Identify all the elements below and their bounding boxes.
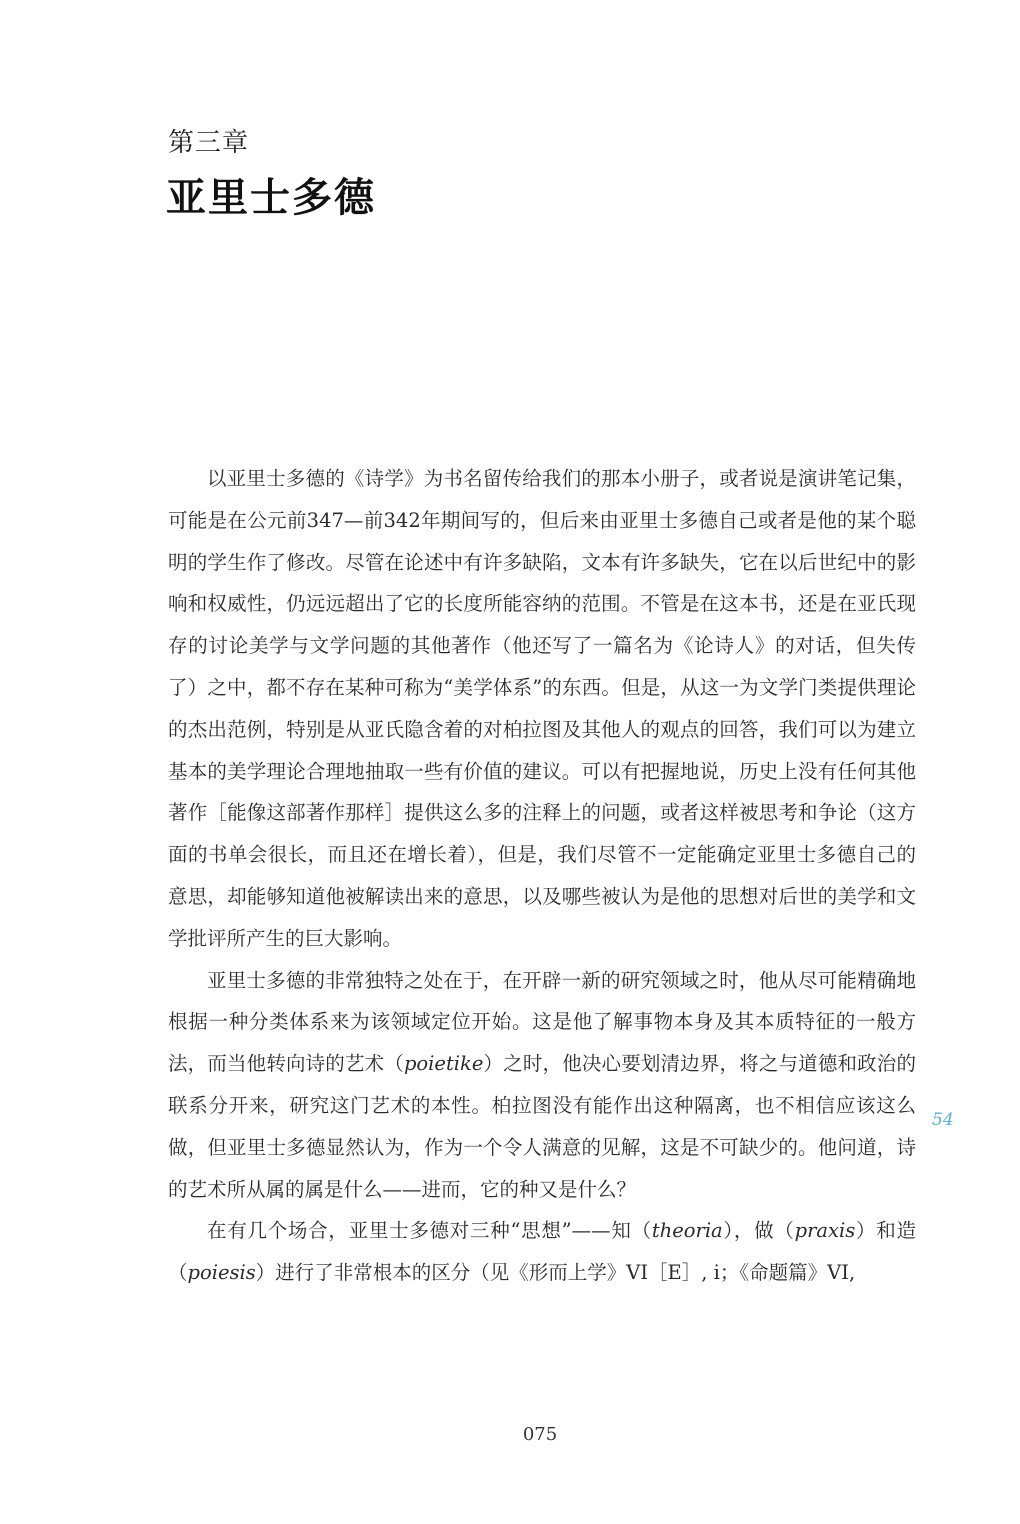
chapter-number: 第三章 [168, 128, 250, 158]
paragraph [168, 960, 916, 1211]
text-run: ）之时，他决心要划清边界，将之与道德和政治的联系分开来，研究这门艺术的本性。柏拉图没有能作出这种隔离，也不相信应该这么做，但亚里士多德显然认为，作为一个令人满意的见解，这是不可缺少的。他问道，诗的艺术所从属的属是什么——进而，它的种又是什么？ [168, 1052, 916, 1201]
text-run: 在有几个场合，亚里士多德对三种“思想”——知（ [207, 1219, 652, 1243]
paragraph [168, 1210, 916, 1294]
body-text [168, 458, 916, 1294]
text-run: 亚里士多德的非常独特之处在于，在开辟一新的研究领域之时，他从尽可能精确地根据一种分类体系来为该领域定位开始。这是他了解事物本身及其本质特征的一般方法，而当他转向诗的艺术（ [168, 968, 916, 1076]
italic-term: poietike [403, 1052, 484, 1076]
italic-term: theoria [651, 1219, 723, 1243]
text-run: ）进行了非常根本的区分（见《形而上学》VI［E］, i；《命题篇》VI, [255, 1261, 856, 1285]
paragraph [168, 458, 916, 960]
italic-term: praxis [794, 1219, 856, 1243]
chapter-title: 亚里士多德 [166, 174, 376, 221]
page-number: 075 [522, 1424, 558, 1445]
text-run: ），做（ [722, 1219, 795, 1243]
text-run: 以亚里士多德的《诗学》为书名留传给我们的那本小册子，或者说是演讲笔记集，可能是在公元前347—前342年期间写的，但后来由亚里士多德自己或者是他的某个聪明的学生作了修改。尽管在论述中有许多缺陷，文本有许多缺失，它在以后世纪中的影响和权威性，仍远远超出了它的长度所能容纳的范围。不管是在这本书，还是在亚氏现存的讨论美学与文学问题的其他著作（他还写了一篇名为《论诗人》的对话，但失传了）之中，都不存在某种可称为“美学体系”的东西。但是，从这一为文学门类提供理论的杰出范例，特别是从亚氏隐含着的对柏拉图及其他人的观点的回答，我们可以为建立基本的美学理论合理地抽取一些有价值的建议。可以有把握地说，历史上没有任何其他著作［能像这部著作那样］提供这么多的注释上的问题，或者这样被思考和争论（这方面的书单会很长，而且还在增长着），但是，我们尽管不一定能确定亚里士多德自己的意思，却能够知道他被解读出来的意思，以及哪些被认为是他的思想对后世的美学和文学批评所产生的巨大影响。 [168, 467, 916, 950]
margin-page-reference: 54 [932, 1110, 954, 1130]
text-run: ）和造（ [168, 1219, 916, 1285]
italic-term: poiesis [187, 1261, 256, 1285]
